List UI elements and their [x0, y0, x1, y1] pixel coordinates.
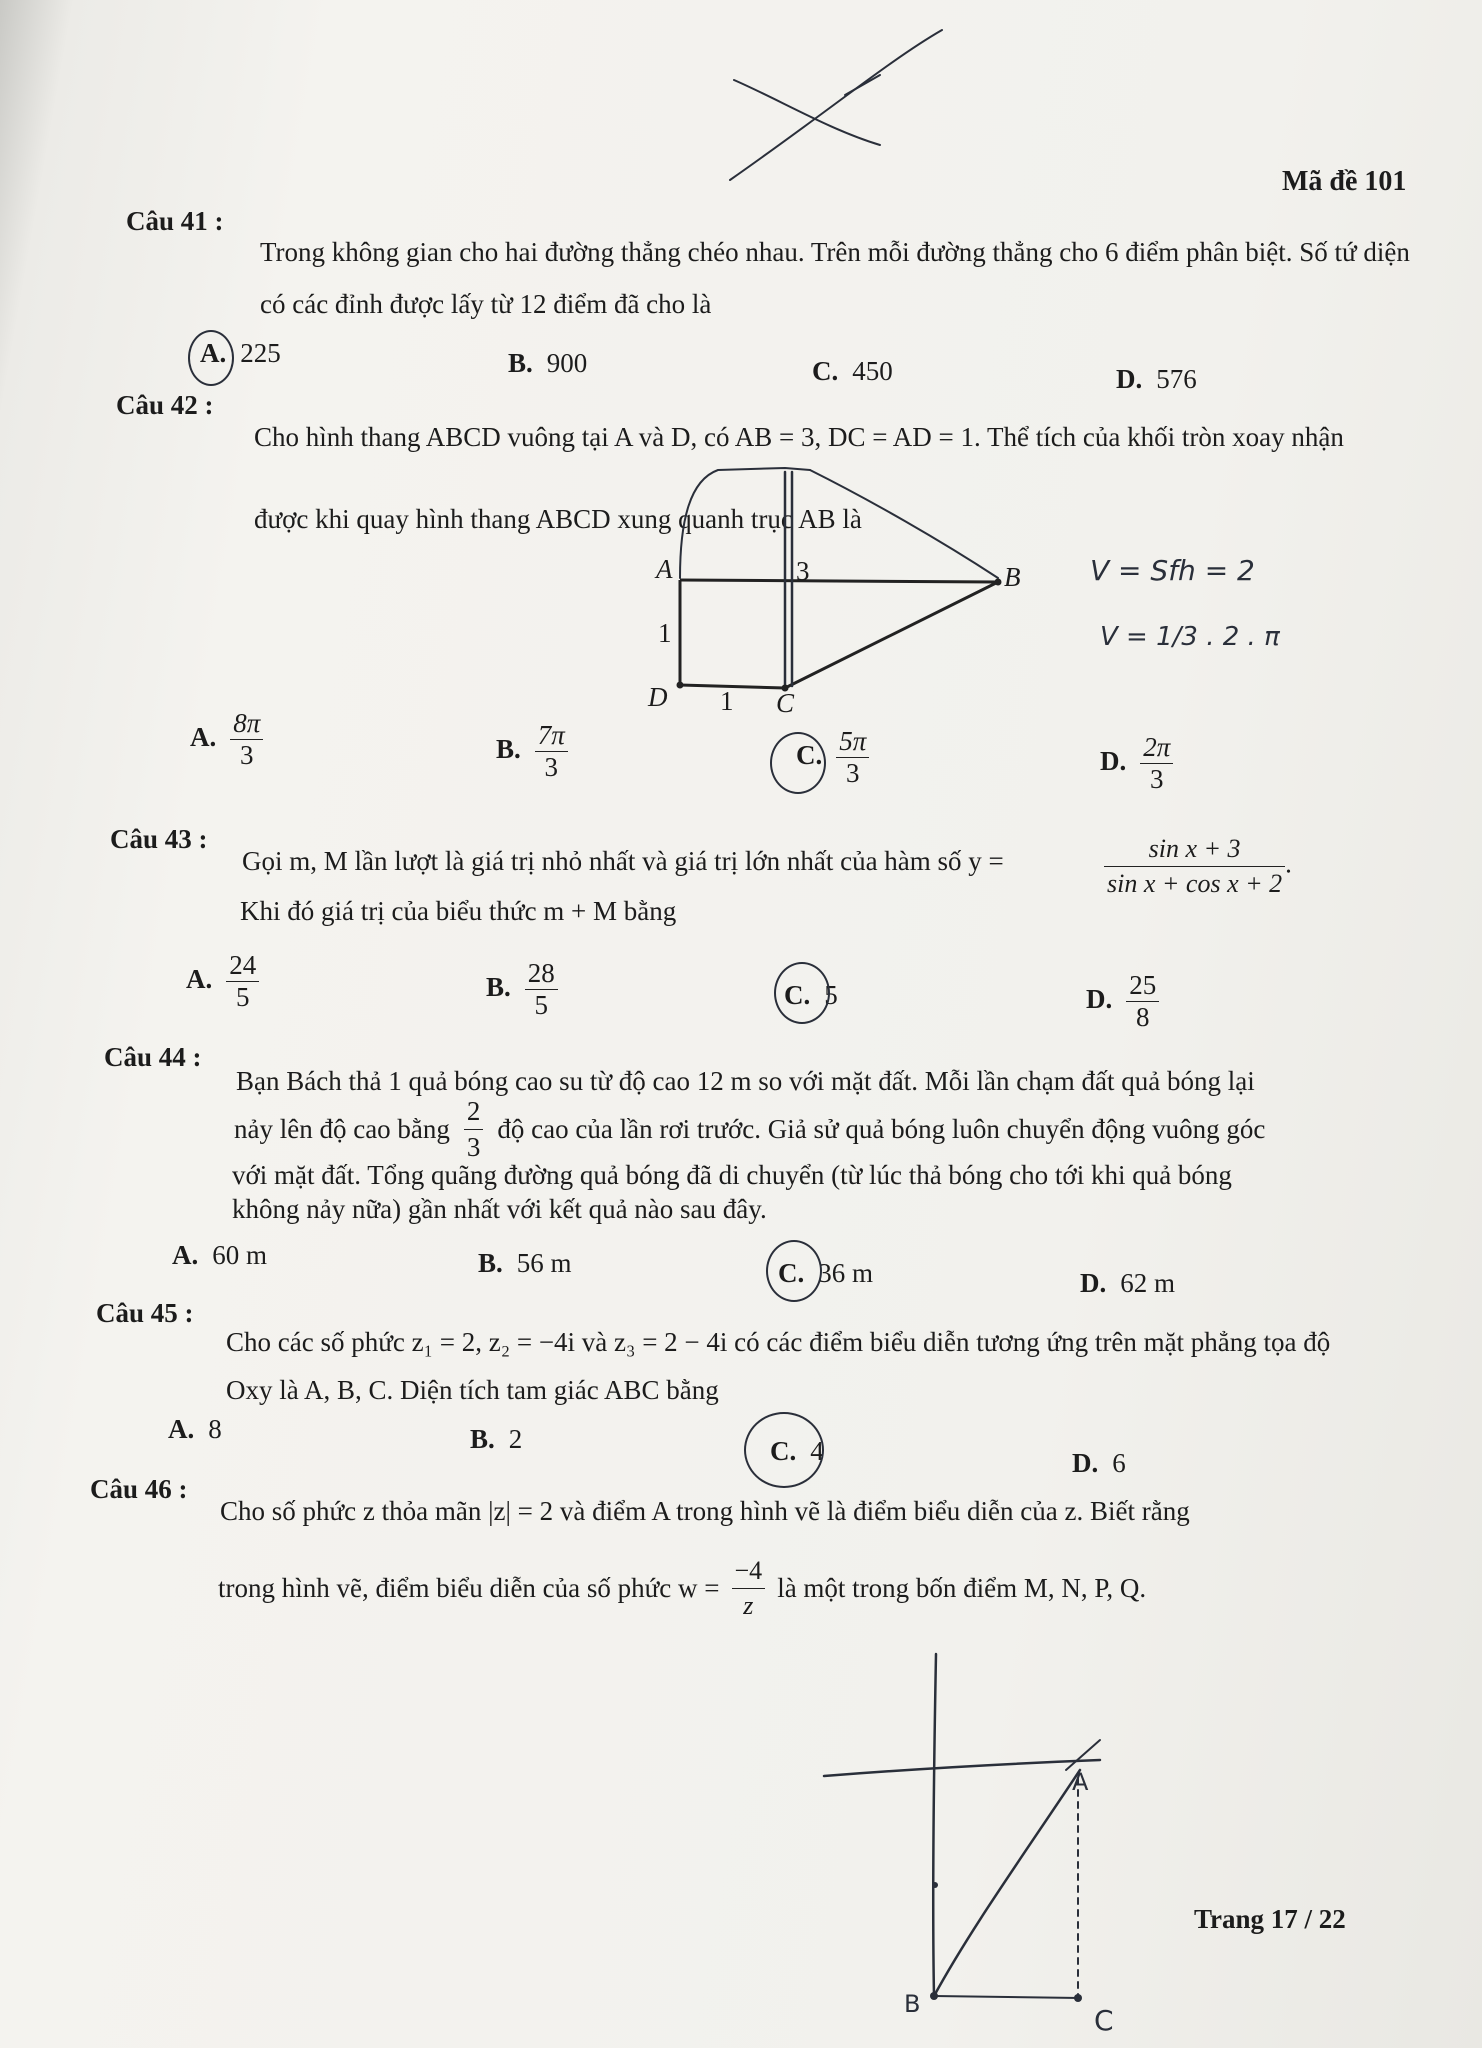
sketch-label-c: C	[1094, 2004, 1114, 2037]
label-dc-length: 1	[720, 686, 734, 716]
note-line-1: V = Sfh = 2	[1090, 554, 1255, 587]
page-number: Trang 17 / 22	[1194, 1904, 1346, 1934]
question-45-option-c[interactable]: C. 4	[770, 1436, 824, 1466]
question-43-label: Câu 43 :	[110, 824, 208, 854]
sketch-point-c	[1074, 1994, 1082, 2002]
answer-circle-44	[766, 1240, 822, 1302]
label-ab-length: 3	[796, 556, 810, 586]
label-point-a: A	[656, 554, 673, 584]
label-point-c: C	[776, 688, 795, 718]
question-46-label: Câu 46 :	[90, 1474, 188, 1504]
sketch-label-a: A	[1072, 1768, 1089, 1796]
exam-code: Mã đề 101	[1282, 166, 1407, 197]
question-43-option-c[interactable]: C. 5	[784, 980, 838, 1010]
question-46-text-2: trong hình vẽ, điểm biểu diễn của số phức w = $\frac{-4}{z}$ là một trong bốn điểm M, N, P, Q.	[218, 1556, 1147, 1620]
question-45-option-d[interactable]: D. 6	[1072, 1448, 1126, 1478]
question-41-text: Trong không gian cho hai đường thẳng chéo nhau. Trên mỗi đường thẳng cho 6 điểm phân biệt. Số tứ diện có các đỉnh được lấy từ 12 điểm đã cho là	[260, 237, 1410, 319]
question-45-text: Cho các số phức z₁ = 2, z₂ = −4i và z₃ = 2 − 4i có các điểm biểu diễn tương ứng trên mặt phẳng tọa độ Oxy là A, B, C. Diện tích tam giác ABC bằng	[226, 1327, 1331, 1405]
question-45-option-a[interactable]: A. 8	[168, 1414, 222, 1444]
question-44-text-d: không nảy nữa) gần nhất với kết quả nào sau đây.	[232, 1194, 767, 1224]
handwritten-note	[1080, 520, 1340, 670]
question-41-label: Câu 41 :	[126, 206, 224, 236]
question-44-option-b[interactable]: B. 56 m	[478, 1248, 572, 1278]
question-41-option-a[interactable]: A. 225	[200, 338, 281, 368]
question-46-text: Cho số phức z thỏa mãn |z| = 2 và điểm A trong hình vẽ là điểm biểu diễn của z. Biết rằng	[220, 1496, 1190, 1526]
answer-circle-41	[188, 330, 234, 386]
question-43-text: Gọi m, M lần lượt là giá trị nhỏ nhất và giá trị lớn nhất của hàm số y =	[242, 846, 1004, 876]
question-41-option-c[interactable]: C. 450	[812, 356, 893, 386]
question-44-text-b: nảy lên độ cao bằng $\frac{2}{3}$ độ cao của lần rơi trước. Giả sử quả bóng luôn chuyển động vuông góc	[234, 1096, 1266, 1163]
sketch-label-b: B	[904, 1990, 921, 2018]
answer-circle-42	[770, 732, 826, 794]
question-42-label: Câu 42 :	[116, 390, 214, 420]
question-43-formula: $\frac{\text{sin x + 3}}{\text{sin x + cos x + 2}}$ .	[1104, 832, 1292, 901]
side-cb	[785, 582, 998, 688]
top-scribble	[720, 20, 980, 190]
answer-circle-45	[744, 1412, 824, 1488]
question-42-text: Cho hình thang ABCD vuông tại A và D, có AB = 3, DC = AD = 1. Thể tích của khối tròn xoay nhận được khi quay hình thang ABCD xung quanh trục AB là	[254, 422, 1344, 534]
point-d	[677, 682, 684, 689]
sketch-point-b	[930, 1992, 938, 2000]
question-41-option-b[interactable]: B. 900	[508, 348, 588, 378]
note-line-2: V = 1/3 . 2 . π	[1100, 622, 1280, 652]
answer-circle-43	[774, 962, 830, 1024]
question-45-label: Câu 45 :	[96, 1298, 194, 1328]
question-42-option-b[interactable]: B. $\frac{7\pi}{3}$	[496, 720, 568, 783]
question-44-text-a: Bạn Bách thả 1 quả bóng cao su từ độ cao 12 m so với mặt đất. Mỗi lần chạm đất quả bóng lại	[236, 1066, 1255, 1096]
question-42-option-d[interactable]: D. $\frac{2\pi}{3}$	[1100, 732, 1173, 795]
side-ab	[680, 580, 998, 582]
sketch-tick	[932, 1882, 938, 1888]
question-43-option-b[interactable]: B. $\frac{28}{5}$	[486, 958, 558, 1021]
question-45-option-b[interactable]: B. 2	[470, 1424, 523, 1454]
point-b	[995, 579, 1002, 586]
question-42-option-c[interactable]: C. $\frac{5\pi}{3}$	[796, 726, 869, 789]
question-43-option-a[interactable]: A. $\frac{24}{5}$	[186, 950, 259, 1013]
question-43-option-d[interactable]: D. $\frac{25}{8}$	[1086, 970, 1159, 1033]
question-44-option-d[interactable]: D. 62 m	[1080, 1268, 1176, 1298]
question-44-option-c[interactable]: C. 36 m	[778, 1258, 874, 1288]
hand-drawn-sketch	[800, 1640, 1140, 2040]
question-44-text-c: với mặt đất. Tổng quãng đường quả bóng đã di chuyển (từ lúc thả bóng cho tới khi quả bóng	[232, 1160, 1232, 1190]
question-42-option-a[interactable]: A. $\frac{8\pi}{3}$	[190, 708, 263, 771]
question-43-text-2: Khi đó giá trị của biểu thức m + M bằng	[240, 896, 677, 926]
question-41-option-d[interactable]: D. 576	[1116, 364, 1197, 394]
question-44-label: Câu 44 :	[104, 1042, 202, 1072]
label-point-b: B	[1004, 562, 1021, 592]
label-point-d: D	[648, 682, 668, 712]
question-44-option-a[interactable]: A. 60 m	[172, 1240, 268, 1270]
label-ad-length: 1	[658, 618, 672, 648]
